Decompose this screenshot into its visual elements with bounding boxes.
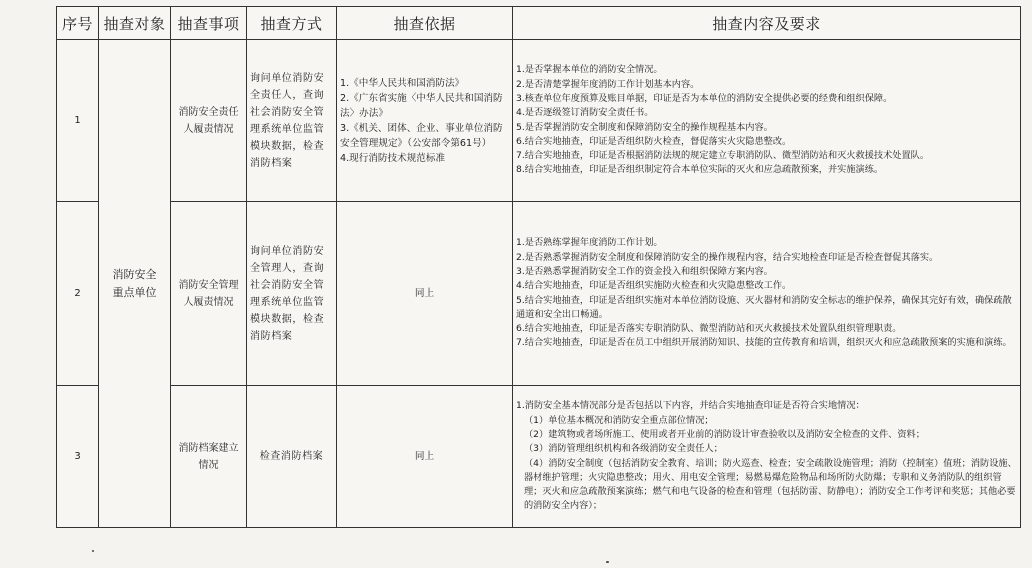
- requirement-line: （3）消防管理组织机构和各级消防安全责任人；: [524, 443, 723, 455]
- requirement-line: 6.结合实地抽查，印证是否组织防火检查，督促落实火灾隐患整改。: [516, 135, 792, 147]
- header-requirements: 抽查内容及要求: [513, 7, 1021, 40]
- target-object-text: 消防安全重点单位: [112, 267, 157, 299]
- requirement-line: 6.结合实地抽查，印证是否落实专职消防队、微型消防站和灭火救援技术处置队组织管理职责。: [516, 323, 902, 335]
- inspection-item: 消防安全责任人履责情况: [171, 40, 247, 202]
- requirements-cell: [513, 202, 1021, 386]
- scan-speck: [606, 561, 609, 563]
- requirement-line: 5.是否掌握消防安全制度和保障消防安全的操作规程基本内容。: [516, 121, 773, 133]
- requirement-line: 1.是否掌握本单位的消防安全情况。: [516, 64, 663, 76]
- header-method: 抽查方式: [247, 7, 337, 40]
- requirement-line: （2）建筑物或者场所施工、使用或者开业前的消防设计审查验收以及消防安全检查的文件、资料；: [524, 428, 925, 440]
- inspection-method: 询问单位消防安全责任人，查询社会消防安全管理系统单位监管模块数据，检查消防档案: [247, 40, 337, 202]
- requirement-line: 4.结合实地抽查，印证是否组织实施防火检查和火灾隐患整改工作。: [516, 280, 792, 292]
- header-basis: 抽查依据: [337, 7, 513, 40]
- requirement-line: 7.结合实地抽查，印证是否根据消防法规的规定建立专职消防队、微型消防站和灭火救援技术处置队。: [516, 150, 930, 162]
- header-row: [57, 7, 1021, 40]
- table-row: [57, 386, 1021, 528]
- requirement-line: 3.是否熟悉掌握消防安全工作的资金投入和组织保障方案内容。: [516, 265, 773, 277]
- requirement-line: 7.结合实地抽查，印证是否在员工中组织开展消防知识、技能的宣传教育和培训，组织灭火和应急疏散预案的实施和演练。: [516, 337, 1012, 349]
- requirement-line: （1）单位基本概况和消防安全重点部位情况；: [524, 414, 714, 426]
- header-item: 抽查事项: [171, 7, 247, 40]
- inspection-method: 询问单位消防安全管理人，查询社会消防安全管理系统单位监管模块数据，检查消防档案: [247, 202, 337, 386]
- requirement-line: 4.是否逐级签订消防安全责任书。: [516, 107, 654, 119]
- inspection-basis: 同上: [337, 202, 513, 386]
- requirement-line: （4）消防安全制度（包括消防安全教育、培训；防火巡查、检查；安全疏散设施管理；消防（控制室）值班；消防设施、器材维护管理；火灾隐患整改；用火、用电安全管理；易燃易爆危险物品和场所防火防爆；专职和义务消防队的组织管理；灭火和应急疏散预案演练；燃气和电气设备的检查和管理（包括防雷、防静电）；消防安全工作考评和奖惩；其他必要的消防安全内容）；: [524, 457, 1017, 512]
- header-target: 抽查对象: [99, 7, 171, 40]
- requirement-line: 1.消防安全基本情况部分是否包括以下内容，并结合实地抽查印证是否符合实地情况：: [516, 400, 865, 412]
- requirements-cell: [513, 386, 1021, 528]
- header-index: 序号: [57, 7, 99, 40]
- inspection-item: 消防档案建立情况: [171, 386, 247, 528]
- requirement-line: 1.是否熟练掌握年度消防工作计划。: [516, 237, 663, 249]
- requirement-line: 2.是否清楚掌握年度消防工作计划基本内容。: [516, 78, 700, 90]
- table-row: [57, 202, 1021, 386]
- basis-line: 4.现行消防技术规范标准: [340, 152, 446, 164]
- requirement-line: 2.是否熟悉掌握消防安全制度和保障消防安全的操作规程内容，结合实地检查印证是否检查督促其落实。: [516, 251, 939, 263]
- target-object: [99, 40, 171, 528]
- inspection-basis: 同上: [337, 386, 513, 528]
- requirement-line: 5.结合实地抽查，印证是否组织实施对本单位消防设施、灭火器材和消防安全标志的维护保养，确保其完好有效，确保疏散通道和安全出口畅通。: [516, 294, 1012, 320]
- row-index: 1: [57, 40, 99, 202]
- requirements-cell: [513, 40, 1021, 202]
- basis-line: 1.《中华人民共和国消防法》: [340, 77, 465, 89]
- basis-line: 3.《机关、团体、企业、事业单位消防安全管理规定》（公安部令第61号）: [340, 122, 503, 149]
- scan-speck: [92, 550, 94, 552]
- requirement-line: 3.核查单位年度预算及账目单据，印证是否为本单位的消防安全提供必要的经费和组织保障。: [516, 92, 893, 104]
- basis-line: 2.《广东省实施〈中华人民共和国消防法〉办法》: [340, 92, 503, 119]
- requirement-line: 8.结合实地抽查，印证是否组织制定符合本单位实际的灭火和应急疏散预案，并实施演练。: [516, 164, 884, 176]
- row-index: 2: [57, 202, 99, 386]
- inspection-table: [56, 6, 1021, 528]
- table-row: [57, 40, 1021, 202]
- inspection-method: 检查消防档案: [247, 386, 337, 528]
- inspection-basis: [337, 40, 513, 202]
- inspection-item: 消防安全管理人履责情况: [171, 202, 247, 386]
- row-index: 3: [57, 386, 99, 528]
